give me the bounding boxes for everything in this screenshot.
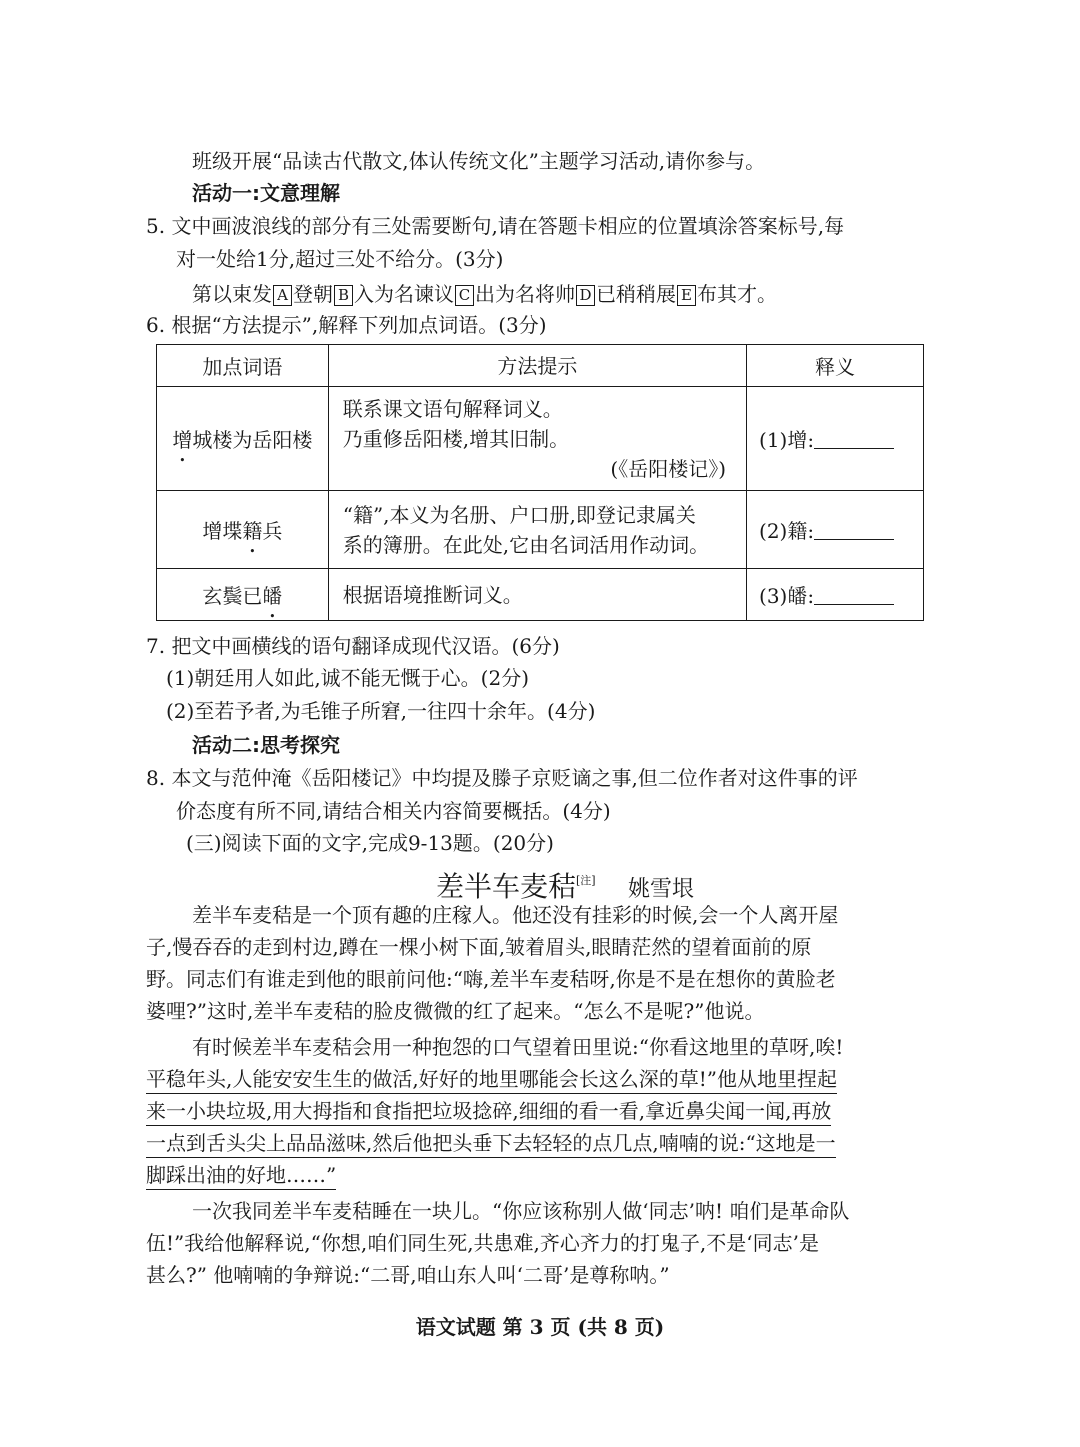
q7-sentence-1: (1)朝廷用人如此,诚不能无慨于心。(2分) (166, 666, 530, 690)
section-three-heading: (三)阅读下面的文字,完成9-13题。(20分) (186, 831, 554, 855)
dotted-char: 皤 (262, 584, 283, 608)
story-line-underlined: 平稳年头,人能安安生生的做活,好好的地里哪能会长这么深的草!”他从地里捏起 (146, 1066, 837, 1092)
story-title: 差半车麦秸 (436, 870, 577, 903)
row-answer: (2)籍: (747, 491, 924, 569)
q5-mark-c: C (455, 285, 474, 306)
activity-one-heading: 活动一:文意理解 (192, 181, 340, 205)
story-line: 野。同志们有谁走到他的眼前问他:“嗨,差半车麦秸呀,你是不是在想你的黄脸老 (146, 967, 836, 991)
story-line: 差半车麦秸是一个顶有趣的庄稼人。他还没有挂彩的时候,会一个人离开屋 (192, 903, 839, 927)
answer-blank[interactable] (814, 586, 894, 605)
q5-segment: 登朝 (293, 282, 333, 306)
hint-line: “籍”,本义为名册、户口册,即登记隶属关 (342, 502, 696, 527)
row-hint (328, 569, 746, 621)
q6-stem: 6. 根据“方法提示”,解释下列加点词语。(3分) (146, 313, 547, 337)
hint-source: (《岳阳楼记》) (610, 456, 727, 481)
dotted-char: 增 (172, 428, 193, 452)
q6-table (156, 344, 924, 621)
q5-mark-b: B (334, 285, 353, 306)
hint-line: 系的簿册。在此处,它由名词活用作动词。 (342, 532, 710, 557)
story-author: 姚雪垠 (627, 877, 694, 902)
row-answer: (3)皤: (747, 569, 924, 621)
story-line: 伍!”我给他解释说,“你想,咱们同生死,共患难,齐心齐力的打鬼子,不是‘同志’是 (146, 1231, 819, 1255)
story-line: 有时候差半车麦秸会用一种抱怨的口气望着田里说:“你看这地里的草呀,唉! (192, 1035, 844, 1059)
q5-mark-a: A (273, 285, 292, 306)
story-title-line (436, 865, 694, 906)
story-line-underlined: 脚踩出油的好地……” (146, 1162, 336, 1188)
q8-line-1: 8. 本文与范仲淹《岳阳楼记》中均提及滕子京贬谪之事,但二位作者对这件事的评 (146, 766, 858, 790)
q5-segment: 入为名谏议 (354, 282, 454, 306)
hint-line: 联系课文语句解释词义。 (342, 396, 563, 421)
row-word: 增城楼为岳阳楼 (157, 387, 329, 491)
q5-mark-e: E (677, 285, 696, 306)
hint-line: 根据语境推断词义。 (342, 582, 523, 607)
story-line-underlined: 来一小块垃圾,用大拇指和食指把垃圾捻碎,细细的看一看,拿近鼻尖闻一闻,再放 (146, 1098, 831, 1124)
story-line: 婆哩?”这时,差半车麦秸的脸皮微微的红了起来。“怎么不是呢?”他说。 (146, 999, 765, 1023)
q5-segment: 第以束发 (192, 282, 272, 306)
header-meaning: 释义 (747, 345, 924, 387)
row-word: 增堞籍兵 (157, 491, 329, 569)
note-marker: [注] (576, 874, 596, 887)
table-row (157, 387, 924, 491)
table-row (157, 491, 924, 569)
q8-line-2: 价态度有所不同,请结合相关内容简要概括。(4分) (176, 799, 611, 823)
q5-segment: 出为名将帅 (475, 282, 575, 306)
header-hint: 方法提示 (328, 345, 746, 387)
header-word: 加点词语 (157, 345, 329, 387)
q5-segment: 布其才。 (697, 282, 777, 306)
row-hint (328, 387, 746, 491)
story-line: 子,慢吞吞的走到村边,蹲在一棵小树下面,皱着眉头,眼睛茫然的望着面前的原 (146, 935, 812, 959)
row-hint (328, 491, 746, 569)
q7-sentence-2: (2)至若予者,为毛锥子所窘,一往四十余年。(4分) (166, 699, 596, 723)
table-header-row (157, 345, 924, 387)
story-line: 甚么?” 他喃喃的争辩说:“二哥,咱山东人叫‘二哥’是尊称呐。” (146, 1263, 670, 1287)
story-line: 一次我同差半车麦秸睡在一块儿。“你应该称别人做‘同志’呐! 咱们是革命队 (192, 1199, 850, 1223)
q5-line-1: 5. 文中画波浪线的部分有三处需要断句,请在答题卡相应的位置填涂答案标号,每 (146, 214, 845, 238)
q7-stem: 7. 把文中画横线的语句翻译成现代汉语。(6分) (146, 634, 560, 658)
answer-blank[interactable] (814, 521, 894, 540)
intro-text: 班级开展“品读古代散文,体认传统文化”主题学习活动,请你参与。 (192, 149, 766, 173)
q5-sentence (192, 281, 777, 307)
dotted-char: 籍 (242, 519, 263, 543)
row-answer: (1)增: (747, 387, 924, 491)
activity-two-heading: 活动二:思考探究 (192, 733, 340, 757)
q5-segment: 已稍稍展 (596, 282, 676, 306)
story-line-underlined: 一点到舌头尖上品品滋味,然后他把头垂下去轻轻的点几点,喃喃的说:“这地是一 (146, 1130, 836, 1156)
table-row (157, 569, 924, 621)
answer-blank[interactable] (814, 430, 894, 449)
q5-line-2: 对一处给1分,超过三处不给分。(3分) (176, 247, 504, 271)
row-word: 玄鬓已皤 (157, 569, 329, 621)
page-footer: 语文试题 第 3 页 (共 8 页) (415, 1315, 665, 1339)
q5-mark-d: D (576, 285, 595, 306)
hint-line: 乃重修岳阳楼,增其旧制。 (342, 426, 570, 451)
